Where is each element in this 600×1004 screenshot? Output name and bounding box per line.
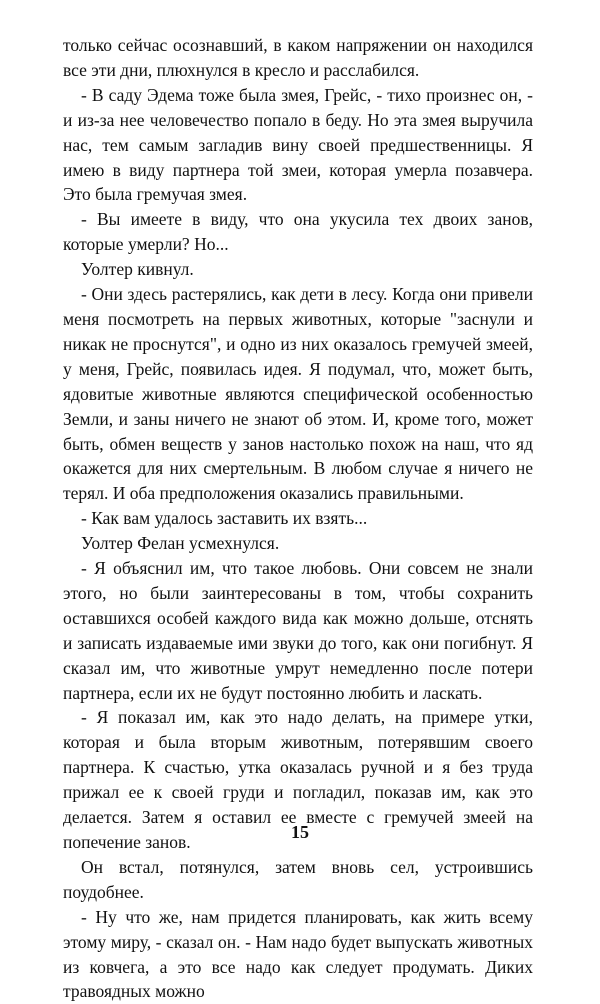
paragraph: Он встал, потянулся, затем вновь сел, устроившись поудобнее. bbox=[63, 856, 533, 902]
paragraph: - Ну что же, нам придется планировать, как жить всему этому миру, - сказал он. - Нам надо будет выпускать животных из ковчега, а это все надо как следует продумать. Диких травоядных можно bbox=[63, 906, 533, 1002]
paragraph: - Они здесь растерялись, как дети в лесу. Когда они привели меня посмотреть на первых животных, которые "заснули и никак не проснутся", и одно из них оказалось гремучей змеей, у меня, Грейс, появилась идея. Я подумал, что, может быть, ядовитые животные являются специфической особенностью Земли, и заны ничего не знают об этом. И, кроме того, может быть, обмен веществ у занов настолько похож на наш, что яд окажется для них смертельным. В любом случае я ничего не терял. И оба предположения оказались правильными. bbox=[63, 284, 533, 504]
paragraph-continuation: только сейчас осознавший, в каком напряжении он находился все эти дни, плюхнулся в кресло и расслабился. bbox=[63, 35, 533, 80]
paragraph: - Я показал им, как это надо делать, на примере утки, которая и была вторым животным, потерявшим своего партнера. К счастью, утка оказалась ручной и я без труда прижал ее к своей груди и погладил, показав им, как это делается. Затем я оставил ее вместе с гремучей змеей на попечение занов. bbox=[63, 707, 533, 852]
paragraph: Уолтер Фелан усмехнулся. bbox=[81, 533, 280, 554]
paragraph: - В саду Эдема тоже была змея, Грейс, - тихо произнес он, - и из-за нее человечество попало в беду. Но эта змея выручила нас, тем самым загладив вину своей предшественницы. Я имею в виду партнера той змеи, которая умерла позавчера. Это была гремучая змея. bbox=[63, 84, 533, 205]
paragraph: - Я объяснил им, что такое любовь. Они совсем не знали этого, но были заинтересованы в том, чтобы сохранить оставшихся особей каждого вида как можно дольше, отснять и записать издаваемые ими звуки до того, как они погибнут. Я сказал им, что животные умрут немедленно после потери партнера, если их не будут постоянно любить и ласкать. bbox=[63, 558, 533, 703]
paragraph: - Вы имеете в виду, что она укусила тех двоих занов, которые умерли? Но... bbox=[63, 209, 533, 255]
paragraph: Уолтер кивнул. bbox=[81, 259, 194, 280]
page-body bbox=[63, 33, 533, 1004]
paragraph: - Как вам удалось заставить их взять... bbox=[81, 508, 368, 529]
page-number: 15 bbox=[291, 822, 309, 842]
